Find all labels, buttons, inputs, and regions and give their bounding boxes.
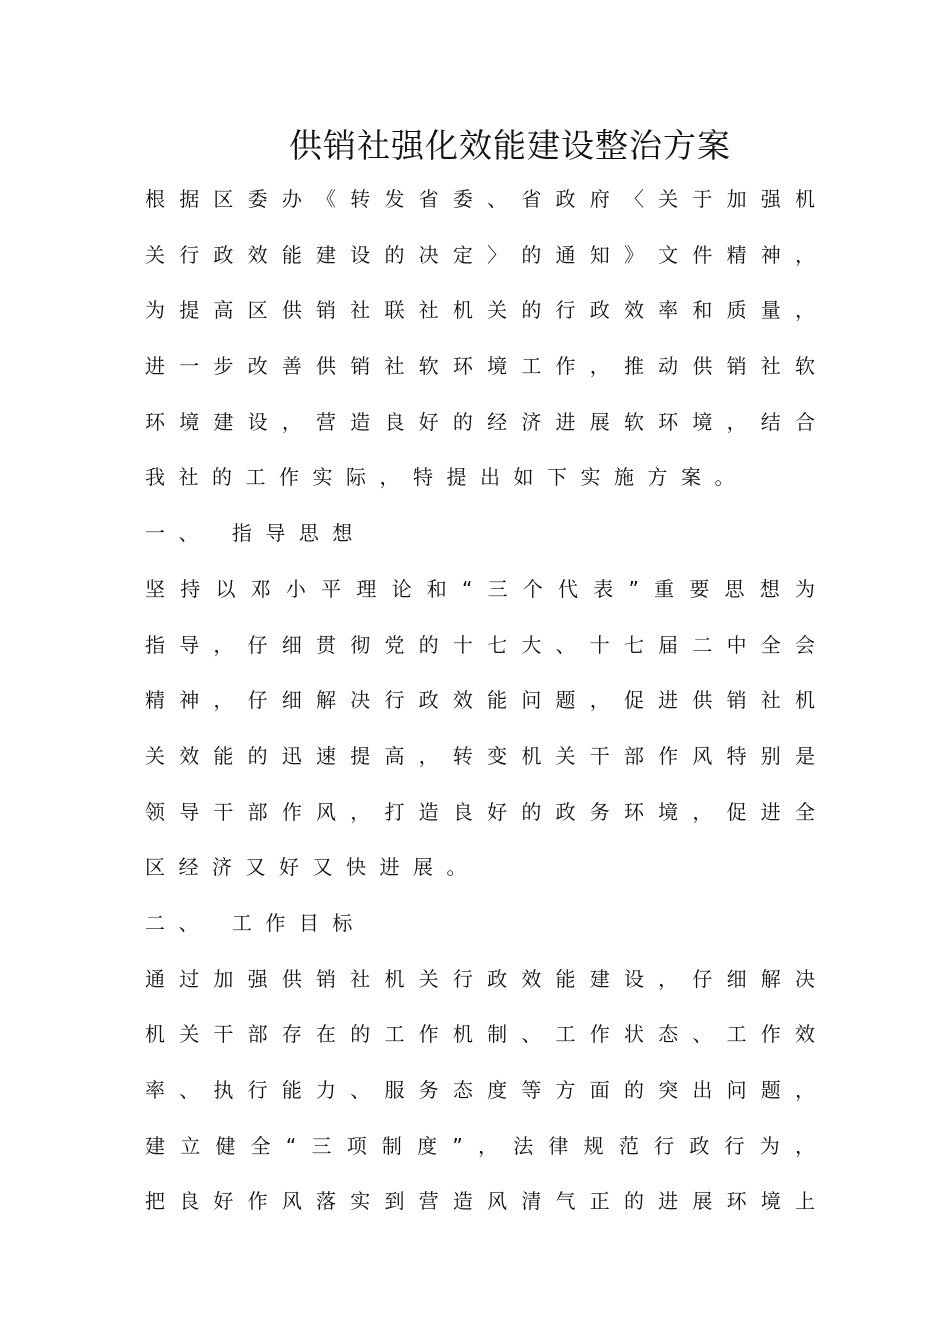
body-line: 率、执行能力、服务态度等方面的突出问题， bbox=[145, 1078, 815, 1102]
body-line: 建立健全“三项制度”，法律规范行政行为， bbox=[145, 1133, 815, 1158]
body-line: 环境建设，营造良好的经济进展软环境，结合 bbox=[145, 409, 815, 434]
body-line: 区经济又好又快进展。 bbox=[145, 855, 480, 880]
body-line: 指导，仔细贯彻党的十七大、十七届二中全会 bbox=[145, 632, 815, 657]
body-line: 关效能的迅速提高，转变机关干部作风特别是 bbox=[145, 743, 815, 768]
body-line: 为提高区供销社联社机关的行政效率和质量， bbox=[145, 298, 815, 323]
body-line: 机关干部存在的工作机制、工作状态、工作效 bbox=[145, 1022, 815, 1047]
body-line: 关行政效能建设的决定〉的通知》文件精神， bbox=[145, 242, 815, 267]
body-line: 进一步改善供销社软环境工作，推动供销社软 bbox=[145, 354, 815, 379]
document-body bbox=[145, 172, 815, 1230]
body-line: 精神，仔细解决行政效能问题，促进供销社机 bbox=[145, 688, 815, 713]
document-title: 供销社强化效能建设整治方案 bbox=[289, 126, 731, 165]
body-line: 我社的工作实际，特提出如下实施方案。 bbox=[145, 465, 748, 490]
body-line: 坚持以邓小平理论和“三个代表”重要思想为 bbox=[145, 576, 815, 601]
section-heading: 二、 工作目标 bbox=[145, 910, 366, 935]
body-line: 根据区委办《转发省委、省政府〈关于加强机 bbox=[145, 187, 815, 211]
section-heading: 一、 指导思想 bbox=[145, 521, 366, 546]
body-line: 把良好作风落实到营造风清气正的进展环境上 bbox=[145, 1189, 815, 1214]
body-line: 领导干部作风，打造良好的政务环境，促进全 bbox=[145, 799, 815, 824]
body-line: 通过加强供销社机关行政效能建设，仔细解决 bbox=[145, 966, 815, 991]
